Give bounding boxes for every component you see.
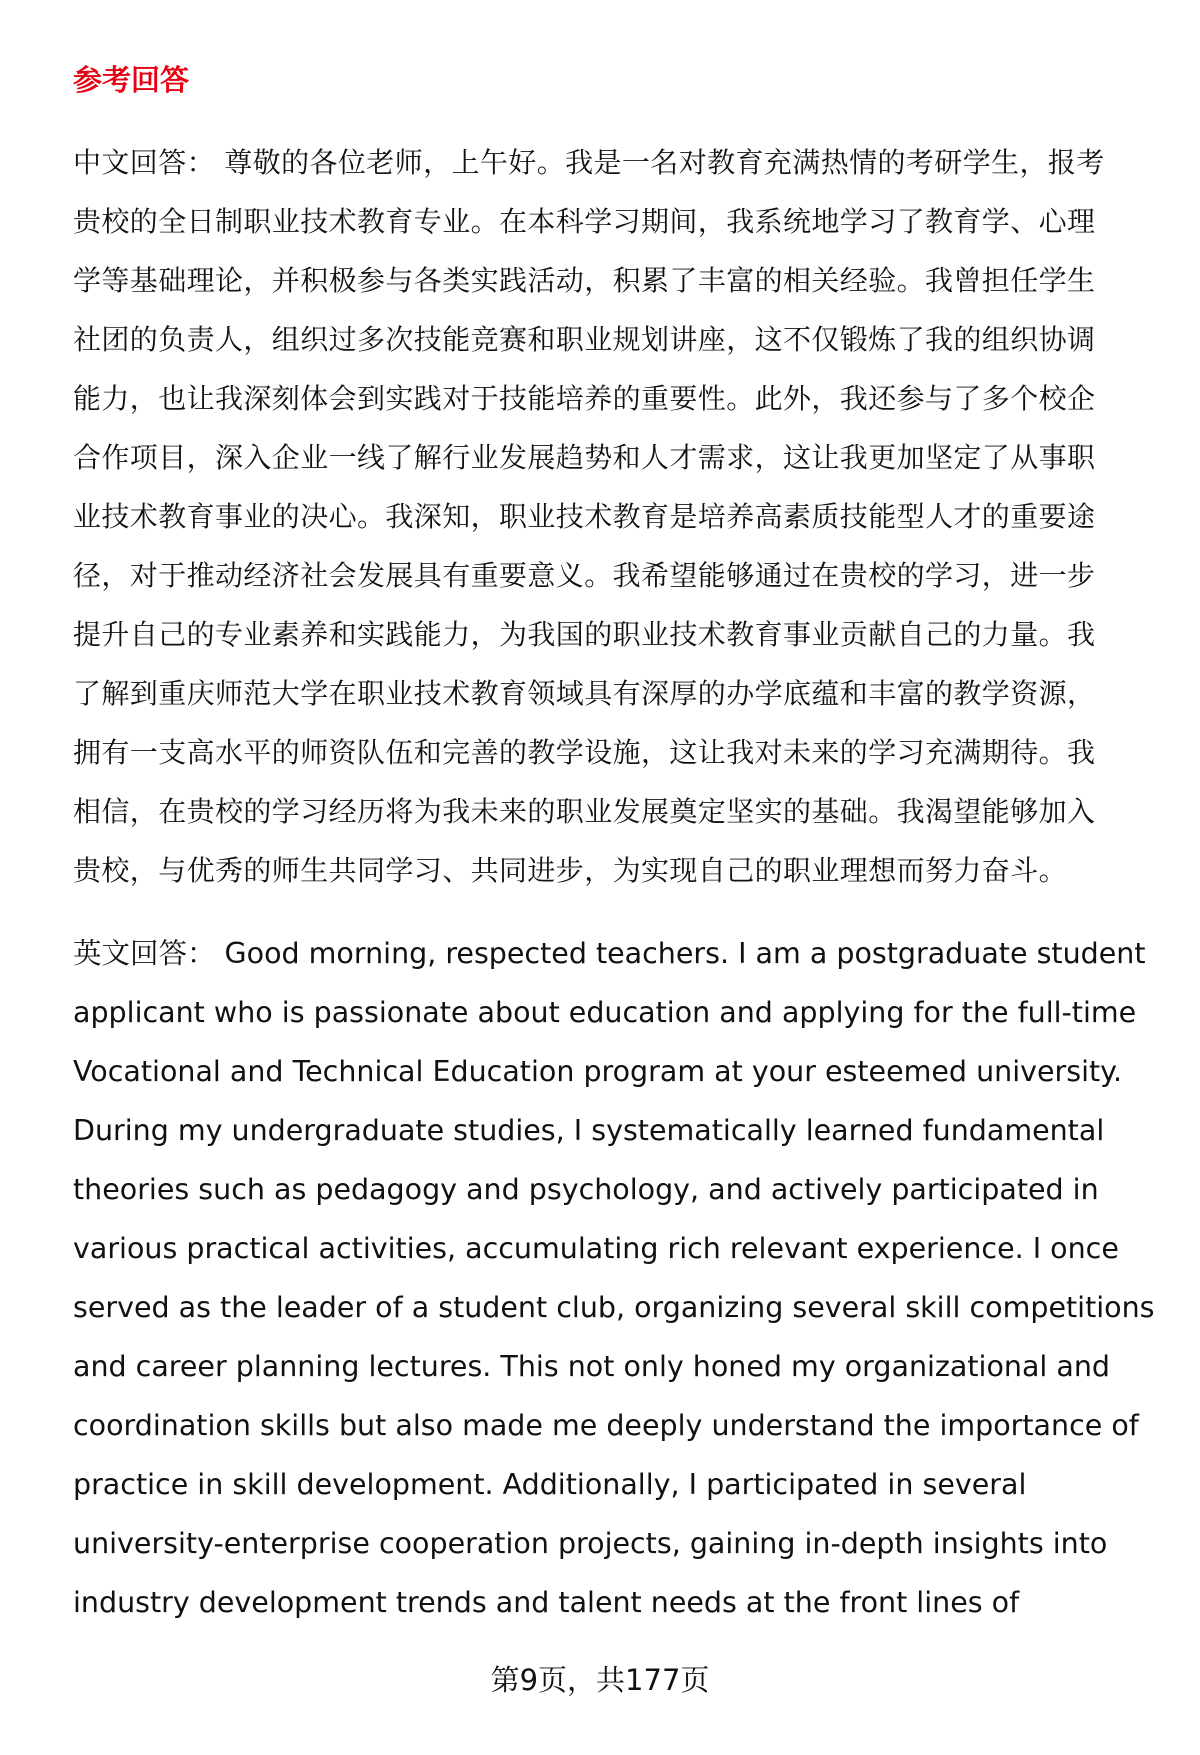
english-answer	[73, 924, 1153, 1632]
text-line: 提升自己的专业素养和实践能力，为我国的职业技术教育事业贡献自己的力量。我	[73, 618, 1096, 651]
page-number: 第9页，共177页	[490, 1663, 710, 1697]
text-line: 贵校的全日制职业技术教育专业。在本科学习期间，我系统地学习了教育学、心理	[73, 205, 1096, 238]
text-line: 英文回答： Good morning, respected teachers. I am a postgraduate student	[73, 937, 1146, 970]
text-line: 业技术教育事业的决心。我深知，职业技术教育是培养高素质技能型人才的重要途	[73, 500, 1096, 533]
text-line: coordination skills but also made me deeply understand the importance of	[73, 1409, 1139, 1442]
text-line: served as the leader of a student club, organizing several skill competitions	[73, 1291, 1155, 1324]
section-heading: 参考回答	[73, 63, 190, 97]
text-line: university-enterprise cooperation projects, gaining in-depth insights into	[73, 1527, 1108, 1560]
text-line: 径，对于推动经济社会发展具有重要意义。我希望能够通过在贵校的学习，进一步	[73, 559, 1096, 592]
text-line: 了解到重庆师范大学在职业技术教育领域具有深厚的办学底蕴和丰富的教学资源，	[73, 677, 1096, 710]
text-line: and career planning lectures. This not only honed my organizational and	[73, 1350, 1111, 1383]
text-line: During my undergraduate studies, I systematically learned fundamental	[73, 1114, 1105, 1147]
text-line: 学等基础理论，并积极参与各类实践活动，积累了丰富的相关经验。我曾担任学生	[73, 264, 1096, 297]
text-line: practice in skill development. Additionally, I participated in several	[73, 1468, 1027, 1501]
text-line: applicant who is passionate about education and applying for the full-time	[73, 996, 1137, 1029]
text-line: 贵校，与优秀的师生共同学习、共同进步，为实现自己的职业理想而努力奋斗。	[73, 854, 1068, 887]
text-line: 合作项目，深入企业一线了解行业发展趋势和人才需求，这让我更加坚定了从事职	[73, 441, 1096, 474]
chinese-answer	[73, 133, 1153, 900]
text-line: various practical activities, accumulating rich relevant experience. I once	[73, 1232, 1119, 1265]
text-line: Vocational and Technical Education program at your esteemed university.	[73, 1055, 1123, 1088]
text-line: 相信，在贵校的学习经历将为我未来的职业发展奠定坚实的基础。我渴望能够加入	[73, 795, 1096, 828]
text-line: 拥有一支高水平的师资队伍和完善的教学设施，这让我对未来的学习充满期待。我	[73, 736, 1096, 769]
text-line: 中文回答： 尊敬的各位老师，上午好。我是一名对教育充满热情的考研学生，报考	[73, 146, 1105, 179]
text-line: 能力，也让我深刻体会到实践对于技能培养的重要性。此外，我还参与了多个校企	[73, 382, 1096, 415]
text-line: industry development trends and talent needs at the front lines of	[73, 1586, 1020, 1619]
text-line: 社团的负责人，组织过多次技能竞赛和职业规划讲座，这不仅锻炼了我的组织协调	[73, 323, 1096, 356]
text-line: theories such as pedagogy and psychology, and actively participated in	[73, 1173, 1099, 1206]
